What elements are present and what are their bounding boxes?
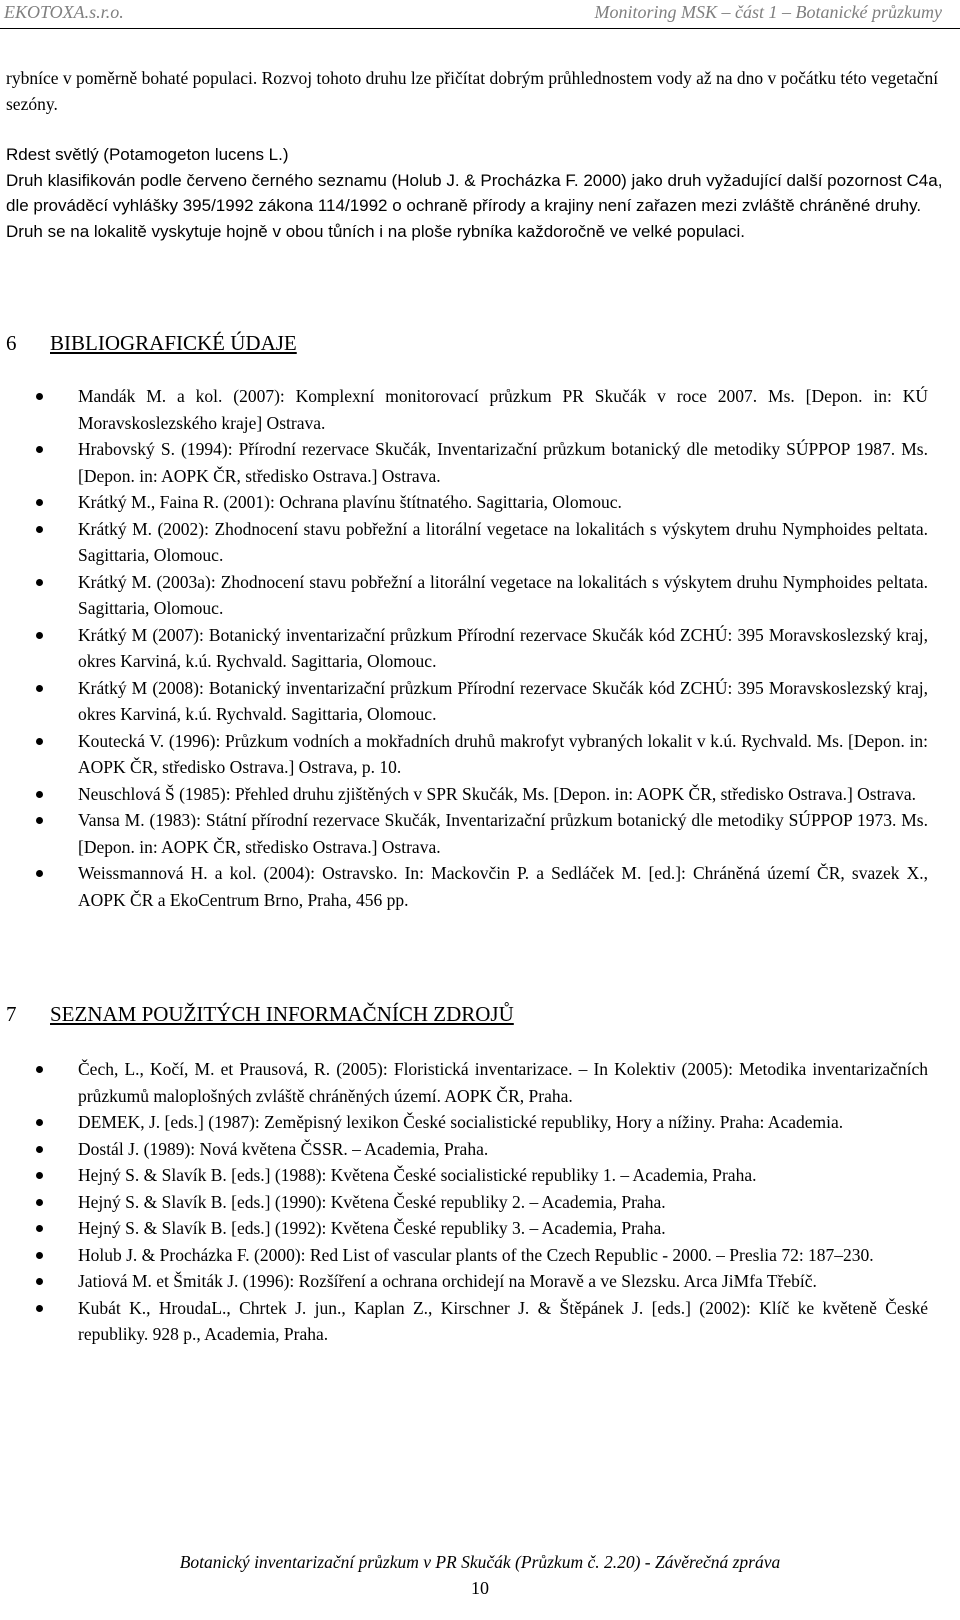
bullet-icon [36,791,43,798]
bullet-icon [36,1172,43,1179]
source-text: Hejný S. & Slavík B. [eds.] (1988): Květena České socialistické republiky 1. – Academia, Praha. [78,1165,757,1185]
paragraph-gap [6,117,956,142]
list-item [0,675,960,728]
species-occurrence: Druh se na lokalitě vyskytuje hojně v obou tůních i na ploše rybníka každoročně ve velké populaci. [6,221,745,241]
list-item [0,622,960,675]
reference-text: Weissmannová H. a kol. (2004): Ostravsko. In: Mackovčin P. a Sedláček M. [ed.]: Chráněná území ČR, svazek X., AOPK ČR a EkoCentrum Brno, Praha, 456 pp. [78,863,928,910]
source-text: DEMEK, J. [eds.] (1987): Zeměpisný lexikon České socialistické republiky, Hory a nížiny. Praha: Academia. [78,1112,844,1132]
list-item [0,569,960,622]
bullet-icon [36,1066,43,1073]
bullet-icon [36,738,43,745]
sources-list [0,1056,960,1348]
section-number: 6 [6,331,17,355]
bullet-icon [36,499,43,506]
list-item [0,1056,960,1109]
page-footer: Botanický inventarizační průzkum v PR Skučák (Průzkum č. 2.20) - Závěrečná zpráva [179,1552,781,1572]
intro-paragraph: rybníce v poměrně bohaté populaci. Rozvoj tohoto druhu lze přičítat dobrým průhlednostem vody až na dno v počátku této vegetační sezóny. [6,68,939,114]
species-description: Druh klasifikován podle červeno černého seznamu (Holub J. & Procházka F. 2000) jako druh vyžadující další pozornost C4a, dle prováděcí vyhlášky 395/1992 zákona 114/1992 o ochraně přírody a krajiny není zařazen mezi zvláště chráněné druhy. [6,170,943,215]
list-item [0,1189,960,1216]
list-item [0,860,960,913]
bullet-icon [36,1199,43,1206]
bullet-icon [36,526,43,533]
bullet-icon [36,870,43,877]
bullet-icon [36,817,43,824]
list-item [0,1136,960,1163]
bibliography-list [0,383,960,913]
header-company: EKOTOXA.s.r.o. [4,2,124,22]
source-text: Dostál J. (1989): Nová květena ČSSR. – Academia, Praha. [78,1138,489,1159]
list-item [0,516,960,569]
header-rule [0,28,960,29]
page-header [0,0,960,30]
bullet-icon [36,1278,43,1285]
reference-text: Krátký M. (2003a): Zhodnocení stavu pobřežní a litorální vegetace na lokalitách s výskytem druhu Nymphoides peltata. Sagittaria, Olomouc. [78,571,928,618]
list-item [0,1215,960,1242]
bullet-icon [36,1305,43,1312]
source-text: Čech, L., Kočí, M. et Prausová, R. (2005): Floristická inventarizace. – In Kolektiv (2005): Metodika inventarizačních průzkumů maloplošných zvláště chráněných území. AOPK ČR, Praha. [78,1059,928,1106]
list-item [0,436,960,489]
list-item [0,1162,960,1189]
reference-text: Mandák M. a kol. (2007): Komplexní monitorovací průzkum PR Skučák v roce 2007. Ms. [Depon. in: KÚ Moravskoslezského kraje] Ostrava. [78,386,928,433]
list-item [0,781,960,808]
source-text: Kubát K., HroudaL., Chrtek J. jun., Kaplan Z., Kirschner J. & Štěpánek J. [eds.] (2002): Klíč ke květeně České republiky. 928 p., Academia, Praha. [78,1297,928,1344]
source-text: Hejný S. & Slavík B. [eds.] (1990): Květena České republiky 2. – Academia, Praha. [78,1191,666,1212]
section-title: SEZNAM POUŽITÝCH INFORMAČNÍCH ZDROJŮ [50,1002,514,1026]
reference-text: Vansa M. (1983): Státní přírodní rezervace Skučák, Inventarizační průzkum botanický dle metodiky SÚPPOP 1973. Ms. [Depon. in: AOPK ČR, středisko Ostrava.] Ostrava. [78,810,928,857]
bullet-icon [36,446,43,453]
bullet-icon [36,1146,43,1153]
page-number: 10 [471,1578,489,1598]
list-item [0,383,960,436]
list-item [0,1109,960,1136]
bullet-icon [36,685,43,692]
bullet-icon [36,579,43,586]
section-number: 7 [6,1002,17,1026]
reference-text: Hrabovský S. (1994): Přírodní rezervace Skučák, Inventarizační průzkum botanický dle metodiky SÚPPOP 1987. Ms. [Depon. in: AOPK ČR, středisko Ostrava.] Ostrava. [78,439,928,486]
bullet-icon [36,632,43,639]
list-item [0,1268,960,1295]
section-title: BIBLIOGRAFICKÉ ÚDAJE [50,331,297,355]
list-item [0,807,960,860]
bullet-icon [36,1252,43,1259]
source-text: Holub J. & Procházka F. (2000): Red List of vascular plants of the Czech Republic - 2000. – Preslia 72: 187–230. [78,1244,874,1265]
bullet-icon [36,393,43,400]
list-item [0,1242,960,1269]
reference-text: Krátký M., Faina R. (2001): Ochrana plavínu štítnatého. Sagittaria, Olomouc. [78,492,622,512]
species-heading: Rdest světlý (Potamogeton lucens L.) [6,145,289,164]
reference-text: Krátký M (2008): Botanický inventarizační průzkum Přírodní rezervace Skučák kód ZCHÚ: 395 Moravskoslezský kraj, okres Karviná, k.ú. Rychvald. Sagittaria, Olomouc. [78,677,928,724]
list-item [0,728,960,781]
bullet-icon [36,1225,43,1232]
bullet-icon [36,1119,43,1126]
reference-text: Koutecká V. (1996): Průzkum vodních a mokřadních druhů makrofyt vybraných lokalit v k.ú. Rychvald. Ms. [Depon. in: AOPK ČR, středisko Ostrava.] Ostrava, p. 10. [78,730,928,777]
list-item [0,489,960,516]
reference-text: Neuschlová Š (1985): Přehled druhu zjištěných v SPR Skučák, Ms. [Depon. in: AOPK ČR, středisko Ostrava.] Ostrava. [78,783,916,804]
intro-text [6,66,956,244]
reference-text: Krátký M. (2002): Zhodnocení stavu pobřežní a litorální vegetace na lokalitách s výskytem druhu Nymphoides peltata. Sagittaria, Olomouc. [78,518,928,565]
list-item [0,1295,960,1348]
source-text: Hejný S. & Slavík B. [eds.] (1992): Květena České republiky 3. – Academia, Praha. [78,1218,666,1238]
reference-text: Krátký M (2007): Botanický inventarizační průzkum Přírodní rezervace Skučák kód ZCHÚ: 395 Moravskoslezský kraj, okres Karviná, k.ú. Rychvald. Sagittaria, Olomouc. [78,624,928,671]
source-text: Jatiová M. et Šmiták J. (1996): Rozšíření a ochrana orchidejí na Moravě a ve Slezsku. Arca JiMfa Třebíč. [78,1271,817,1291]
header-title: Monitoring MSK – část 1 – Botanické průzkumy [594,2,942,22]
